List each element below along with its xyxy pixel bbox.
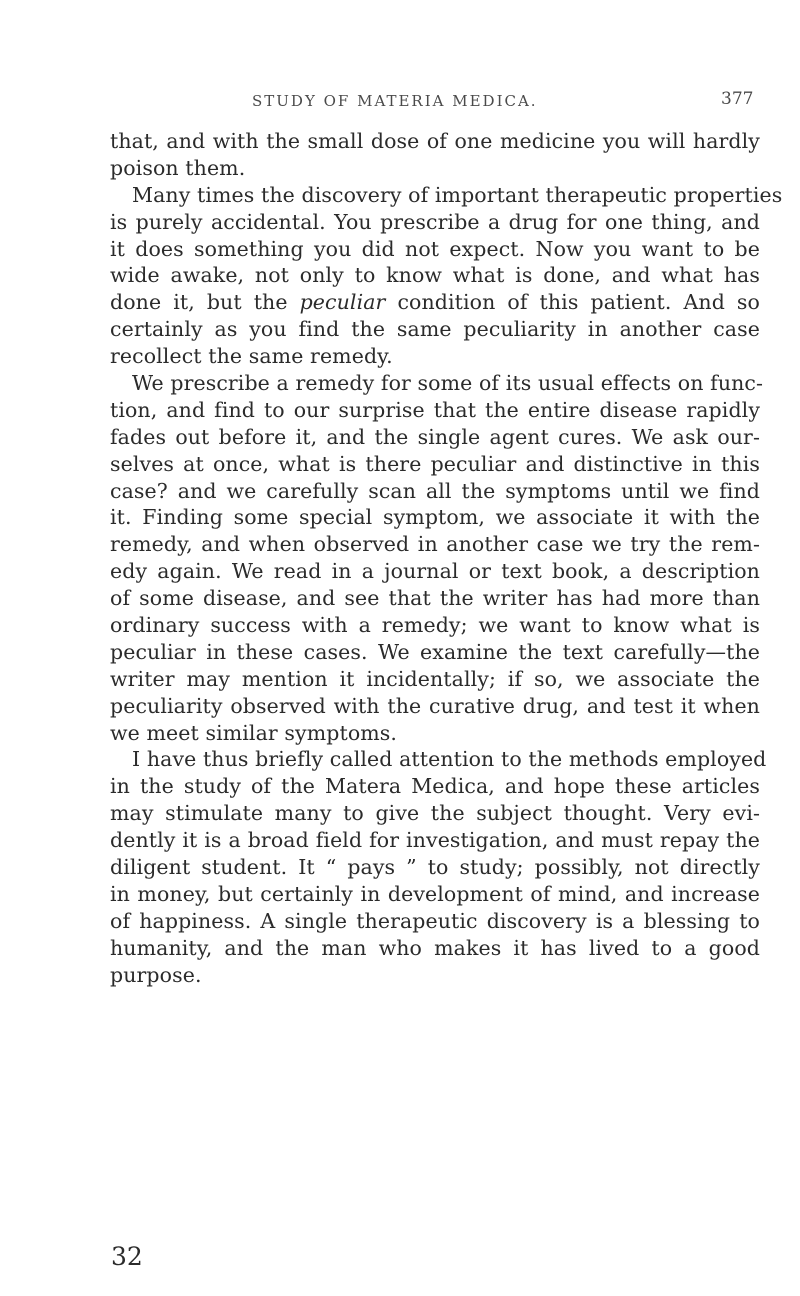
text-line: dently it is a broad field for investigation, and must repay the [110,828,760,853]
text-line: recollect the same remedy. [110,344,393,369]
text-line-with-italic [110,289,760,316]
text-line: of some disease, and see that the writer has had more than [110,586,760,611]
paragraph-start-line: We prescribe a remedy for some of its usual effects on func- [132,371,764,396]
text-line: writer may mention it incidentally; if so, we associate the [110,666,760,691]
text-line: fades out before it, and the single agent cures. We ask our- [110,424,760,449]
text-line: of happiness. A single therapeutic discovery is a blessing to [110,908,760,933]
text-line: humanity, and the man who makes it has lived to a good [110,935,760,960]
text-line: it does something you did not expect. Now you want to be [110,236,760,261]
text-line: it. Finding some special symptom, we associate it with the [110,505,760,530]
text-line: in money, but certainly in development of mind, and increase [110,881,760,906]
body-text [110,128,783,989]
text-line: peculiarity observed with the curative drug, and test it when [110,693,760,718]
italic-word: peculiar [299,290,386,315]
text-line: peculiar in these cases. We examine the text carefully—the [110,639,760,664]
text-line: edy again. We read in a journal or text book, a description [110,559,760,584]
text-line: is purely accidental. You prescribe a drug for one thing, and [110,209,760,234]
running-head: STUDY OF MATERIA MEDICA. [252,92,538,110]
text-line: we meet similar symptoms. [110,720,398,745]
text-line: case? and we carefully scan all the symptoms until we find [110,478,760,503]
text-line: that, and with the small dose of one medicine you will hardly [110,129,760,153]
text-line: wide awake, not only to know what is done, and what has [110,263,760,288]
page-number: 377 [721,89,754,109]
text-line: may stimulate many to give the subject thought. Very evi- [110,801,760,826]
text-line: poison them. [110,155,246,180]
text-segment: done it, but the [110,290,300,315]
text-line: diligent student. It “ pays ” to study; possibly, not directly [110,855,760,880]
text-line: selves at once, what is there peculiar and distinctive in this [110,451,760,476]
text-line: certainly as you find the same peculiarity in another case [110,317,760,342]
text-line: tion, and find to our surprise that the entire disease rapidly [110,397,760,422]
text-segment: condition of this patient. And so [385,290,760,315]
paragraph-start-line: I have thus briefly called attention to the methods employed [132,747,767,772]
text-line: purpose. [110,962,202,987]
text-line: in the study of the Matera Medica, and hope these articles [110,774,760,799]
signature-mark: 32 [111,1242,143,1271]
text-line: remedy, and when observed in another case we try the rem- [110,532,760,557]
text-line: ordinary success with a remedy; we want to know what is [110,613,760,638]
paragraph-start-line: Many times the discovery of important therapeutic properties [132,182,783,207]
